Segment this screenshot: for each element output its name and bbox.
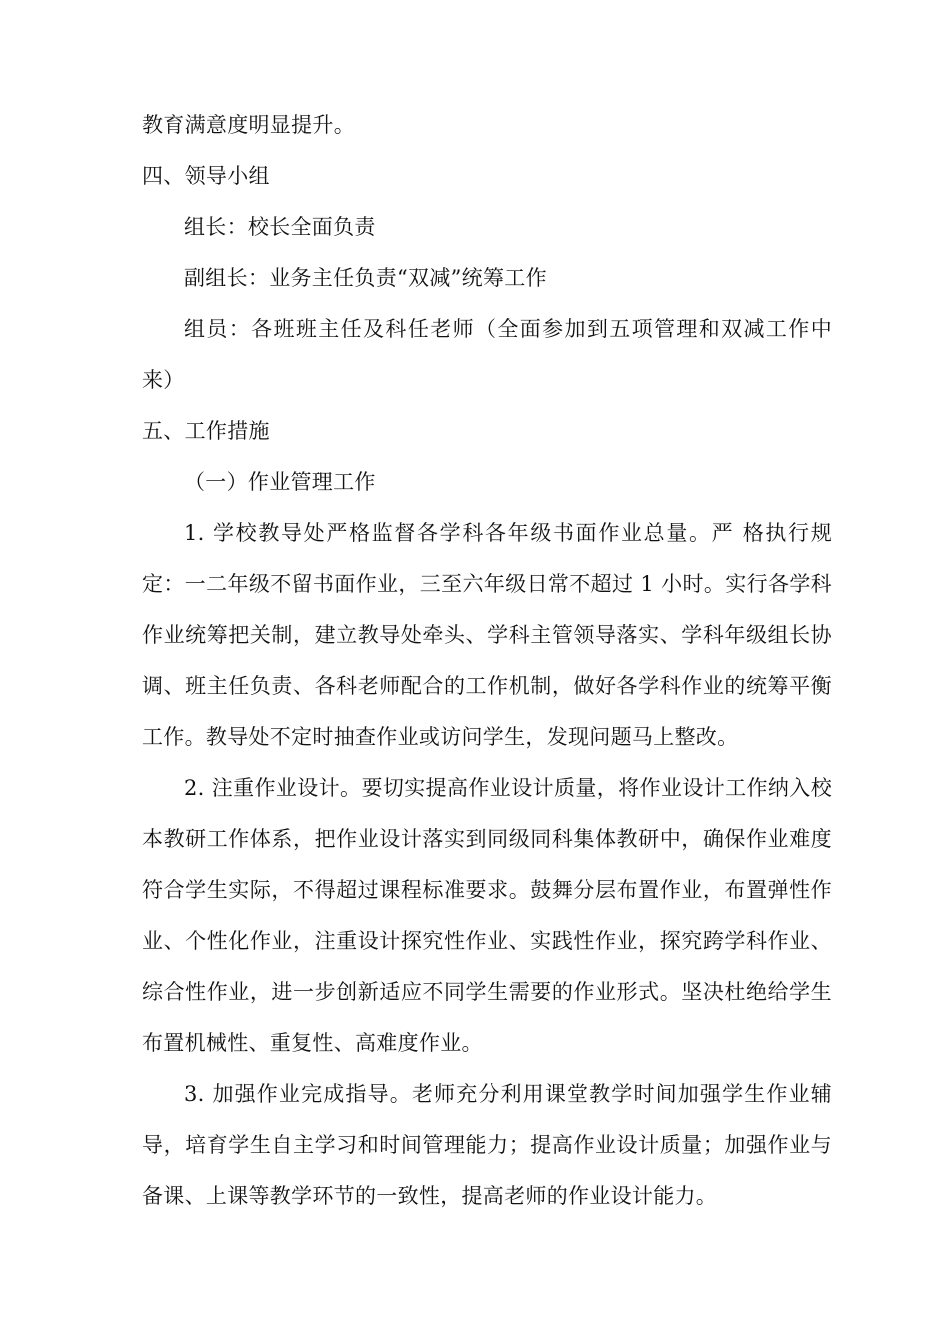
- subsection-heading-homework-management: （一）作业管理工作: [184, 470, 376, 494]
- document-body: [142, 100, 832, 1222]
- paragraph-item-3: 3. 加强作业完成指导。老师充分利用课堂教学时间加强学生作业辅导，培育学生自主学习和时间管理能力；提高作业设计质量；加强作业与备课、上课等教学环节的一致性，提高老师的作业设计能力。: [142, 1082, 832, 1208]
- paragraph-group-leader: 组长：校长全面负责: [184, 215, 376, 239]
- paragraph-item-2: 2. 注重作业设计。要切实提高作业设计质量，将作业设计工作纳入校本教研工作体系，把作业设计落实到同级同科集体教研中，确保作业难度符合学生实际，不得超过课程标准要求。鼓舞分层布置作业，布置弹性作业、个性化作业，注重设计探究性作业、实践性作业，探究跨学科作业、综合性作业，进一步创新适应不同学生需要的作业形式。坚决杜绝给学生布置机械性、重复性、高难度作业。: [142, 776, 832, 1055]
- section-heading-work-measures: 五、工作措施: [142, 419, 270, 443]
- section-heading-leadership-group: 四、领导小组: [142, 164, 270, 188]
- paragraph-deputy-leader: 副组长：业务主任负责“双减”统筹工作: [184, 266, 547, 290]
- paragraph-continuation: 教育满意度明显提升。: [142, 113, 355, 137]
- paragraph-group-members: 组员：各班班主任及科任老师（全面参加到五项管理和双减工作中来）: [142, 317, 832, 392]
- paragraph-item-1: 1. 学校教导处严格监督各学科各年级书面作业总量。严 格执行规定：一二年级不留书面作业，三至六年级日常不超过 1 小时。实行各学科作业统筹把关制，建立教导处牵头、学科主管领导落实、学科年级组长协调、班主任负责、各科老师配合的工作机制，做好各学科作业的统筹平衡工作。教导处不定时抽查作业或访问学生，发现问题马上整改。: [142, 521, 832, 749]
